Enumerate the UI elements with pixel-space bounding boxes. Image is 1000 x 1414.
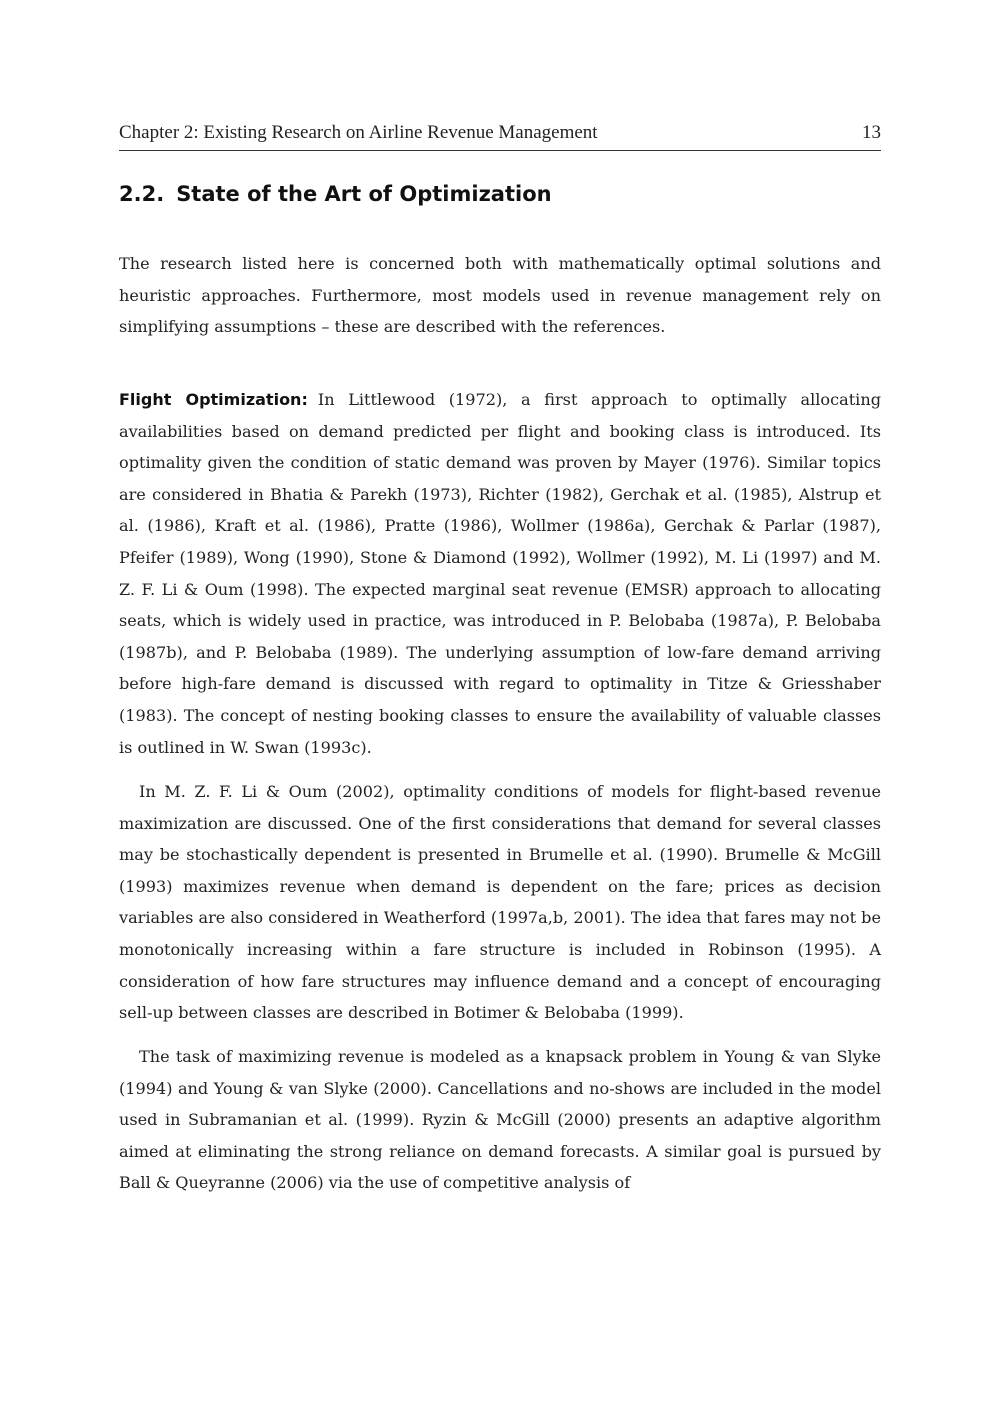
intro-paragraph: The research listed here is concerned both with mathematically optimal solutions and heuristic approaches. Furthermore, most models used in revenue management rely on simplifying assumptions – these are described with the references.	[119, 254, 881, 337]
section-title: State of the Art of Optimization	[176, 182, 552, 206]
flight-optimization-paragraph	[119, 384, 881, 763]
section-number: 2.2.	[119, 182, 165, 206]
running-header	[119, 122, 881, 151]
chapter-title: Chapter 2: Existing Research on Airline Revenue Management	[119, 122, 598, 143]
li-oum-paragraph: In M. Z. F. Li & Oum (2002), optimality conditions of models for flight-based revenue maximization are discussed. One of the first considerations that demand for several classes may be stochastically dependent is presented in Brumelle et al. (1990). Brumelle & McGill (1993) maximizes revenue when demand is dependent on the fare; prices as decision variables are also considered in Weatherford (1997a,b, 2001). The idea that fares may not be monotonically increasing within a fare structure is included in Robinson (1995). A consideration of how fare structures may influence demand and a concept of encouraging sell-up between classes are described in Botimer & Belobaba (1999).	[119, 782, 881, 1023]
section-heading	[119, 182, 552, 206]
flight-optimization-label: Flight Optimization:	[119, 390, 308, 409]
flight-optimization-text: In Littlewood (1972), a first approach to optimally allocating availabilities based on demand predicted per flight and booking class is introduced. Its optimality given the condition of static demand was proven by Mayer (1976). Similar topics are considered in Bhatia & Parekh (1973), Richter (1982), Gerchak et al. (1985), Alstrup et al. (1986), Kraft et al. (1986), Pratte (1986), Wollmer (1986a), Gerchak & Parlar (1987), Pfeifer (1989), Wong (1990), Stone & Diamond (1992), Wollmer (1992), M. Li (1997) and M. Z. F. Li & Oum (1998). The expected marginal seat revenue (EMSR) approach to allocating seats, which is widely used in practice, was introduced in P. Belobaba (1987a), P. Belobaba (1987b), and P. Belobaba (1989). The underlying assumption of low-fare demand arriving before high-fare demand is discussed with regard to optimality in Titze & Griesshaber (1983). The concept of nesting booking classes to ensure the availability of valuable classes is outlined in W. Swan (1993c).	[119, 390, 881, 757]
page-number: 13	[862, 122, 881, 143]
knapsack-paragraph: The task of maximizing revenue is modeled as a knapsack problem in Young & van Slyke (1994) and Young & van Slyke (2000). Cancellations and no-shows are included in the model used in Subramanian et al. (1999). Ryzin & McGill (2000) presents an adaptive algorithm aimed at eliminating the strong reliance on demand forecasts. A similar goal is pursued by Ball & Queyranne (2006) via the use of competitive analysis of	[119, 1047, 881, 1193]
